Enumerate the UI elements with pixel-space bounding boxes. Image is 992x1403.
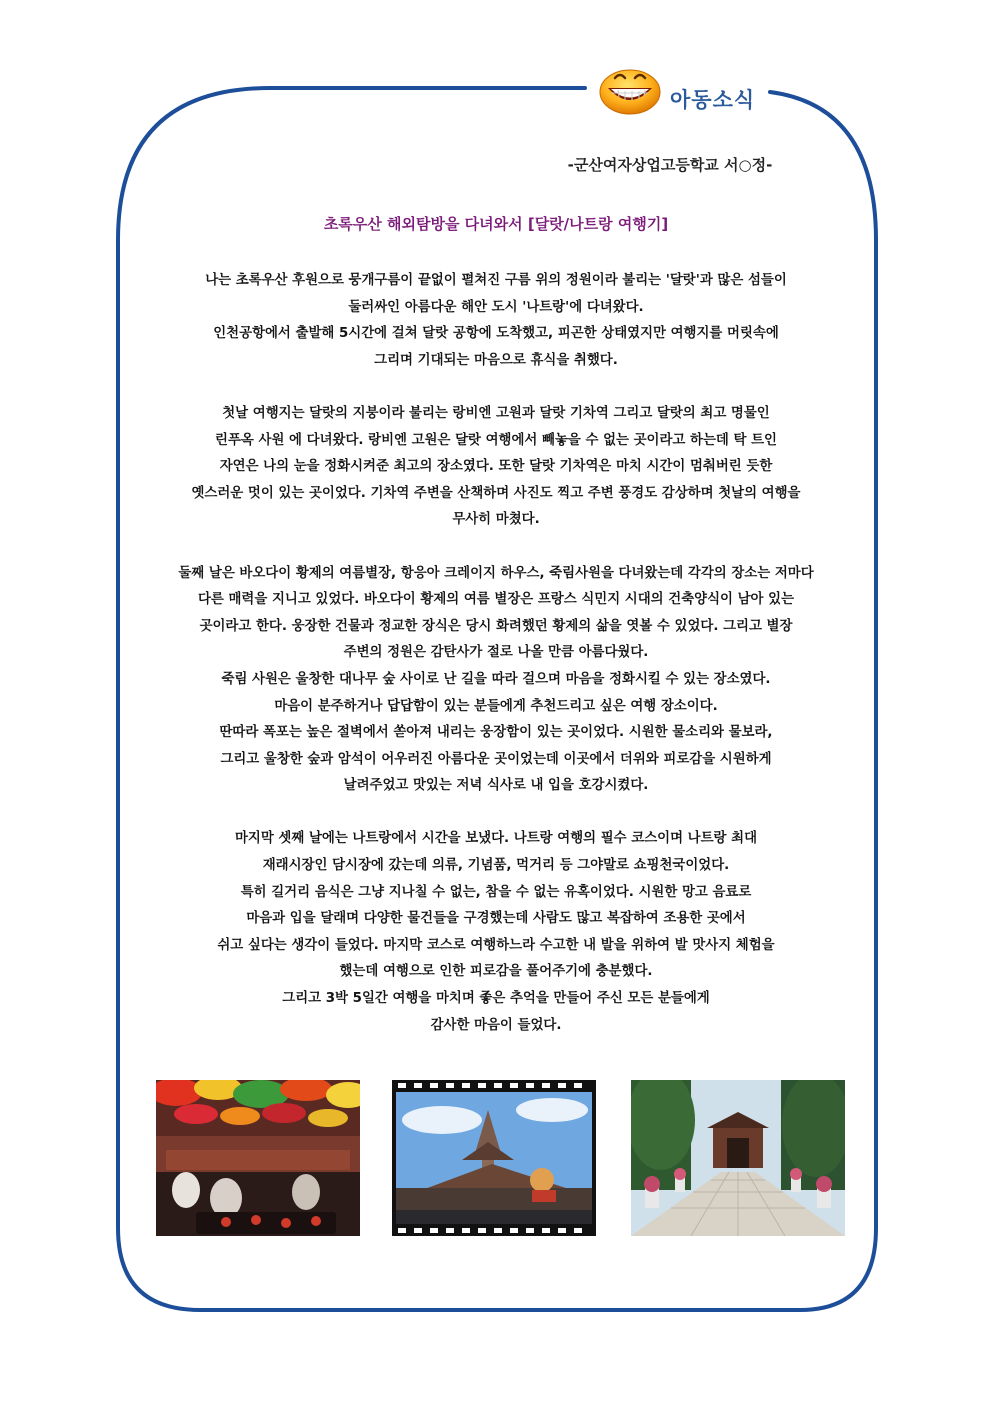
garden-gate-photo	[631, 1080, 845, 1236]
body-line: 자연은 나의 눈을 정화시켜준 최고의 장소였다. 또한 달랏 기차역은 마치 시간이 멈춰버린 듯한	[219, 459, 773, 475]
article-body	[128, 268, 864, 1066]
author-byline: -군산여자상업고등학교 서○정-	[567, 156, 773, 174]
body-line: 했는데 여행으로 인한 피로감을 풀어주기에 충분했다.	[339, 964, 653, 980]
body-line: 둘러싸인 아름다운 해안 도시 '나트랑'에 다녀왔다.	[348, 299, 644, 315]
body-line: 재래시장인 담시장에 갔는데 의류, 기념품, 먹거리 등 그야말로 쇼핑천국이었다.	[262, 858, 730, 874]
temple-photo	[392, 1080, 596, 1236]
body-line: 특히 길거리 음식은 그냥 지나칠 수 없는, 참을 수 없는 유혹이었다. 시원한 망고 음료로	[240, 884, 752, 900]
body-line: 감사한 마음이 들었다.	[430, 1017, 562, 1033]
body-line: 둘째 날은 바오다이 황제의 여름별장, 항응아 크레이지 하우스, 죽림사원을 다녀왔는데 각각의 장소는 저마다	[178, 565, 814, 581]
body-line: 첫날 여행지는 달랏의 지붕이라 불리는 랑비엔 고원과 달랏 기차역 그리고 달랏의 최고 명물인	[222, 405, 770, 421]
body-line: 마음이 분주하거나 답답함이 있는 분들에게 추천드리고 싶은 여행 장소이다.	[274, 698, 718, 714]
paragraph	[128, 401, 864, 534]
paragraph	[128, 268, 864, 374]
restaurant-photo	[156, 1080, 360, 1236]
article-title: 초록우산 해외탐방을 다녀와서 [달랏/나트랑 여행기]	[323, 215, 669, 233]
body-line: 나는 초록우산 후원으로 뭉개구름이 끝없이 펼쳐진 구름 위의 정원이라 불리는 '달랏'과 많은 섬들이	[205, 273, 787, 288]
body-line: 마음과 입을 달래며 다양한 물건들을 구경했는데 사람도 많고 복잡하여 조용한 곳에서	[246, 911, 746, 927]
body-line: 주변의 정원은 감탄사가 절로 나올 만큼 아름다웠다.	[343, 645, 649, 661]
body-line: 무사히 마쳤다.	[452, 512, 540, 528]
body-line: 그리고 울창한 숲과 암석이 어우러진 아름다운 곳이었는데 이곳에서 더위와 피로감을 시원하게	[220, 751, 772, 767]
body-line: 그리며 기대되는 마음으로 휴식을 취했다.	[374, 352, 618, 368]
body-line: 곳이라고 한다. 웅장한 건물과 정교한 장식은 당시 화려했던 황제의 삶을 엿볼 수 있었다. 그리고 별장	[199, 618, 793, 634]
body-line: 날려주었고 맛있는 저녁 식사로 내 입을 호강시켰다.	[343, 778, 649, 794]
grinning-face-icon	[598, 62, 662, 116]
body-line: 쉬고 싶다는 생각이 들었다. 마지막 코스로 여행하느라 수고한 내 발을 위하여 발 맛사지 체험을	[217, 937, 775, 953]
body-line: 인천공항에서 출발해 5시간에 걸쳐 달랏 공항에 도착했고, 피곤한 상태였지만 여행지를 머릿속에	[213, 326, 779, 342]
body-line: 다른 매력을 지니고 있었다. 바오다이 황제의 여름 별장은 프랑스 식민지 시대의 건축양식이 남아 있는	[197, 592, 795, 608]
paragraph	[128, 826, 864, 1039]
paragraph	[128, 561, 864, 800]
body-line: 옛스러운 멋이 있는 곳이었다. 기차역 주변을 산책하며 사진도 찍고 주변 풍경도 감상하며 첫날의 여행을	[191, 485, 801, 501]
body-line: 죽림 사원은 울창한 대나무 숲 사이로 난 길을 따라 걸으며 마음을 정화시킬 수 있는 장소였다.	[221, 671, 771, 687]
body-line: 그리고 3박 5일간 여행을 마치며 좋은 추억을 만들어 주신 모든 분들에게	[282, 991, 710, 1007]
body-line: 마지막 셋째 날에는 나트랑에서 시간을 보냈다. 나트랑 여행의 필수 코스이며 나트랑 최대	[234, 831, 758, 847]
body-line: 린푸옥 사원 에 다녀왔다. 랑비엔 고원은 달랏 여행에서 빼놓을 수 없는 곳이라고 하는데 탁 트인	[215, 432, 777, 448]
body-line: 딴따라 폭포는 높은 절벽에서 쏟아져 내리는 웅장함이 있는 곳이었다. 시원한 물소리와 물보라,	[219, 725, 773, 741]
section-title: 아동소식	[670, 88, 756, 112]
